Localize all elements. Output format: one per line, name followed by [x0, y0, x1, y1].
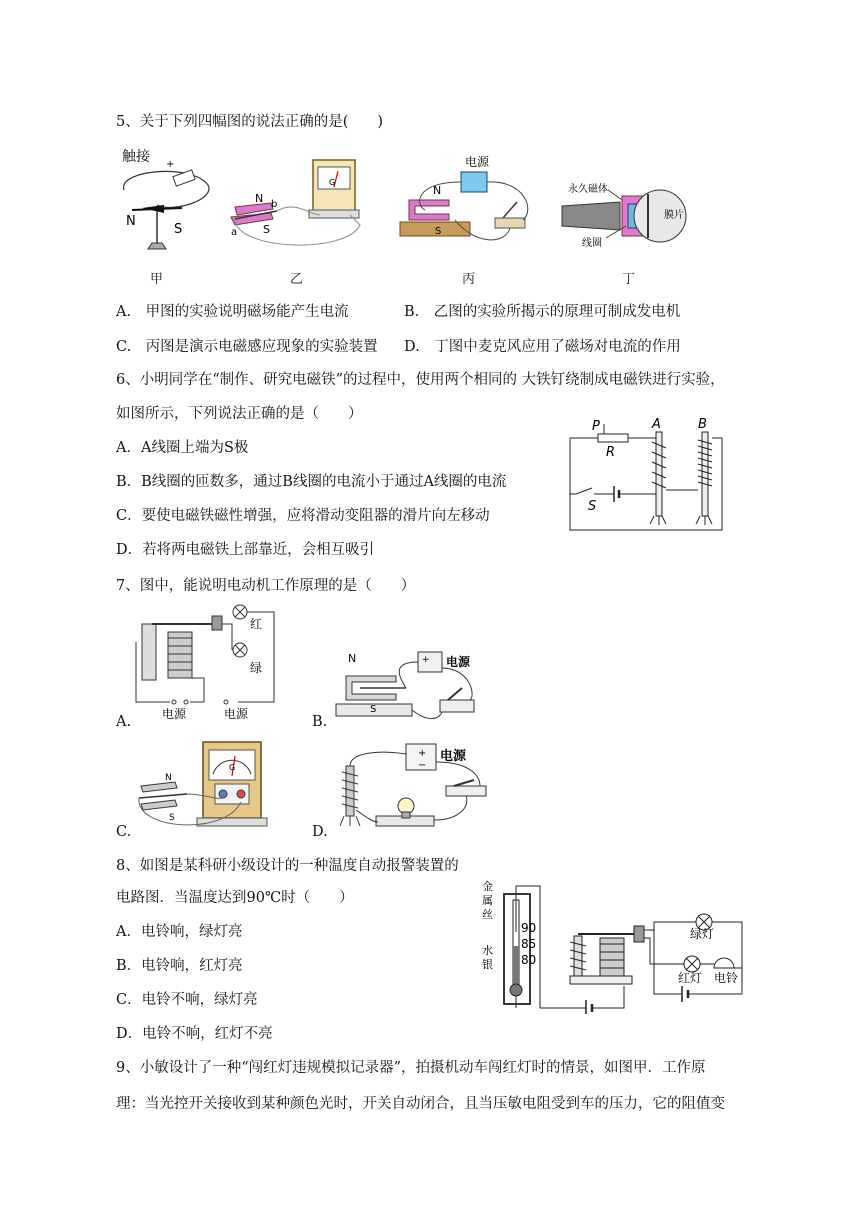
q5-option-d: D. 丁图中麦克风应用了磁场对电流的作用: [404, 339, 681, 355]
q5-caption-ding: 丁: [622, 272, 636, 287]
label-N7b: N: [348, 652, 357, 665]
q7-figure-b: [330, 648, 480, 728]
q6-figure-electromagnets: [562, 412, 728, 538]
label-plus7d: +: [418, 748, 427, 759]
q8-option-a: A．电铃响，绿灯亮: [116, 924, 243, 940]
q6-stem-line1: 6、小明同学在“制作、研究电磁铁”的过程中，使用两个相同的 大铁钉绕制成电磁铁进行实验，: [116, 372, 725, 388]
label-power-d: 电源: [440, 749, 467, 764]
q5-figure-jia: [112, 145, 222, 260]
q7-option-b: B.: [312, 714, 328, 730]
label-N3: N: [433, 184, 442, 197]
label-diaphragm: 膜片: [664, 210, 684, 221]
label-green-lamp: 绿灯: [690, 927, 715, 941]
q6-option-c: C．要使电磁铁磁性增强，应将滑动变阻器的滑片向左移动: [116, 508, 490, 524]
label-magnet: 永久磁体: [568, 184, 608, 195]
label-red-lamp: 红灯: [678, 971, 703, 985]
q5-figure-yi: [225, 155, 370, 260]
q9-line2: 理：当光控开关接收到某种颜色光时，开关自动闭合，且当压敏电阻受到车的压力，它的阻值变: [116, 1096, 725, 1112]
q7-figure-d: [330, 740, 500, 836]
q9-line1: 9、小敏设计了一种“闯红灯违规模拟记录器”，拍摄机动车闯红灯时的情景，如图甲．工作原: [116, 1060, 706, 1076]
q7-figure-a: [132, 602, 282, 722]
q7-option-d: D.: [312, 824, 328, 840]
label-N2: N: [255, 192, 264, 205]
q8-option-b: B．电铃响，红灯亮: [116, 958, 243, 974]
label-N7c: N: [165, 773, 172, 783]
label-80: 80: [521, 953, 537, 967]
svg-text:G: G: [329, 178, 336, 187]
q5-caption-yi: 乙: [290, 272, 304, 287]
label-wire-3: 丝: [482, 908, 493, 921]
label-S6: S: [588, 499, 597, 514]
label-power-b: 电源: [446, 655, 471, 669]
label-power-a1: 电源: [162, 707, 187, 721]
label-minus7d: −: [418, 760, 427, 771]
label-A: A: [652, 417, 661, 432]
q8-stem-line2: 电路图．当温度达到90℃时（ ）: [116, 890, 354, 906]
label-R: R: [606, 445, 616, 460]
q6-option-d: D．若将两电磁铁上部靠近，会相互吸引: [116, 542, 375, 558]
label-plus7b: +: [422, 655, 430, 665]
label-B: B: [698, 417, 707, 432]
label-bell: 电铃: [714, 971, 739, 985]
label-S: S: [174, 222, 183, 237]
label-S3: S: [435, 226, 442, 237]
label-mercury-2: 银: [482, 958, 493, 971]
label-green: 绿: [250, 661, 263, 675]
label-S2: S: [263, 223, 270, 236]
q6-stem-line2: 如图所示，下列说法正确的是（ ）: [116, 406, 363, 422]
svg-text:+: +: [166, 159, 175, 170]
label-85: 85: [521, 937, 537, 951]
q8-figure-alarm-circuit: [478, 876, 750, 1014]
label-90: 90: [521, 921, 537, 935]
label-a: a: [231, 227, 238, 238]
label-power: 电源: [465, 155, 490, 169]
q6-option-b: B．B线圈的匝数多，通过B线圈的电流小于通过A线圈的电流: [116, 474, 507, 490]
label-G: G: [229, 763, 236, 772]
q7-figure-c: [135, 740, 275, 838]
label-b: b: [271, 199, 278, 210]
label-power-a2: 电源: [224, 707, 249, 721]
label-mercury-1: 水: [482, 944, 493, 957]
q8-option-c: C．电铃不响，绿灯亮: [116, 992, 258, 1008]
q5-caption-jia: 甲: [150, 272, 164, 287]
q5-caption-bing: 丙: [462, 272, 476, 287]
label-N: N: [126, 214, 136, 229]
label-S7b: S: [370, 704, 377, 715]
label-coil: 线圈: [582, 238, 602, 249]
label-touch: 触接: [122, 149, 150, 165]
q8-option-d: D．电铃不响，红灯不亮: [116, 1026, 273, 1042]
label-P: P: [592, 419, 600, 434]
q5-option-a: A. 甲图的实验说明磁场能产生电流: [116, 304, 349, 320]
q5-stem: 5、关于下列四幅图的说法正确的是( ): [116, 114, 384, 130]
q7-stem: 7、图中，能说明电动机工作原理的是（ ）: [116, 578, 416, 594]
q5-option-c: C. 丙图是演示电磁感应现象的实验装置: [116, 339, 378, 355]
q5-figure-ding: [560, 180, 710, 260]
label-S7c: S: [169, 813, 175, 823]
q7-option-a: A.: [116, 714, 132, 730]
q8-stem-line1: 8、如图是某科研小级设计的一种温度自动报警装置的: [116, 858, 459, 874]
q5-figure-bing: [395, 150, 545, 260]
label-red: 红: [250, 617, 263, 631]
q5-option-b: B. 乙图的实验所揭示的原理可制成发电机: [404, 304, 681, 320]
label-wire-2: 属: [482, 894, 493, 907]
q7-option-c: C.: [116, 824, 132, 840]
label-wire-1: 金: [482, 880, 493, 893]
q6-option-a: A．A线圈上端为S极: [116, 440, 249, 456]
